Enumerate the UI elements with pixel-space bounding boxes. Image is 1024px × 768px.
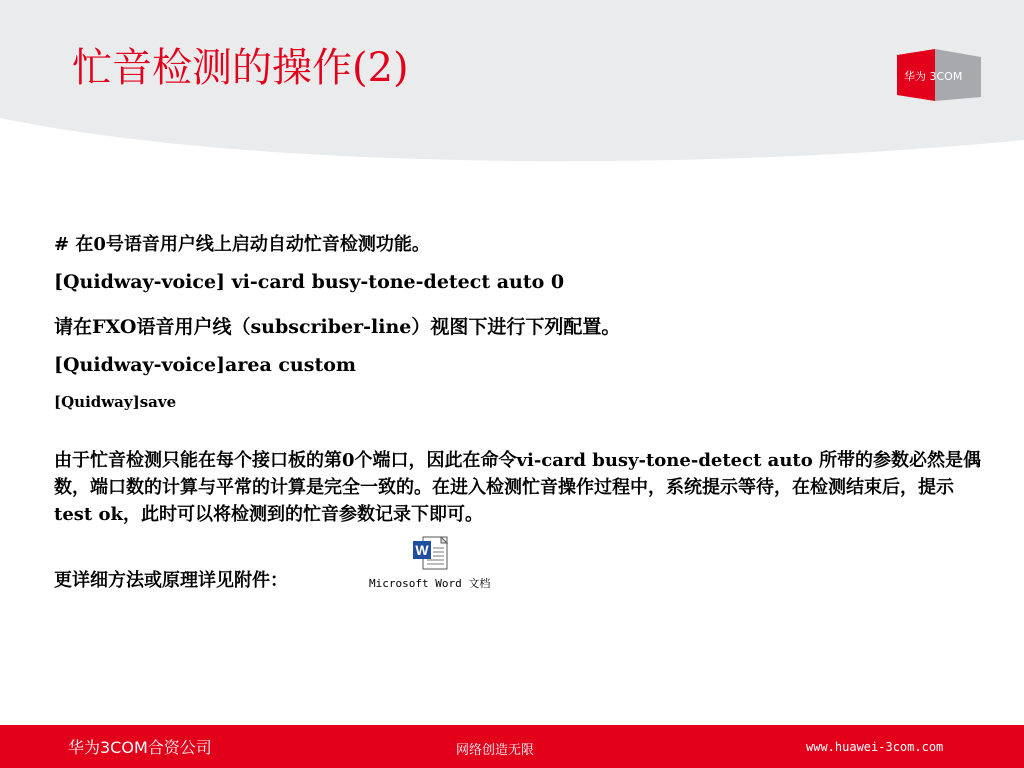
explanation-paragraph: 由于忙音检测只能在每个接口板的第0个端口，因此在命令vi-card busy-tone-detect auto 所带的参数必然是偶数，端口数的计算与平常的计算是完全一致的。在进入检测忙音操作过程中，系统提示等待，在检测结束后，提示test ok，此时可以将检测到的忙音参数记录下即可。 [54, 450, 981, 525]
instruction-line-1: # 在0号语音用户线上启动自动忙音检测功能。 [54, 234, 430, 255]
command-line-3: [Quidway]save [54, 393, 177, 411]
footer-slogan: 网络创造无限 [456, 743, 535, 758]
slide-title: 忙音检测的操作(2) [72, 45, 409, 91]
footer-company: 华为3COM合资公司 [68, 738, 212, 757]
instruction-line-2: 请在FXO语音用户线（subscriber-line）视图下进行下列配置。 [54, 316, 621, 338]
footer-website: www.huawei-3com.com [806, 740, 944, 754]
attachment-caption[interactable]: Microsoft Word 文档 [369, 577, 491, 590]
logo-text: 华为 3COM [904, 70, 963, 83]
attachment-label: 更详细方法或原理详见附件： [54, 570, 288, 591]
command-line-2: [Quidway-voice]area custom [54, 354, 356, 376]
word-document-icon[interactable] [411, 536, 451, 572]
footer-bar [0, 725, 1024, 768]
command-line-1: [Quidway-voice] vi-card busy-tone-detect auto 0 [54, 271, 565, 293]
svg-text:W: W [415, 542, 429, 558]
